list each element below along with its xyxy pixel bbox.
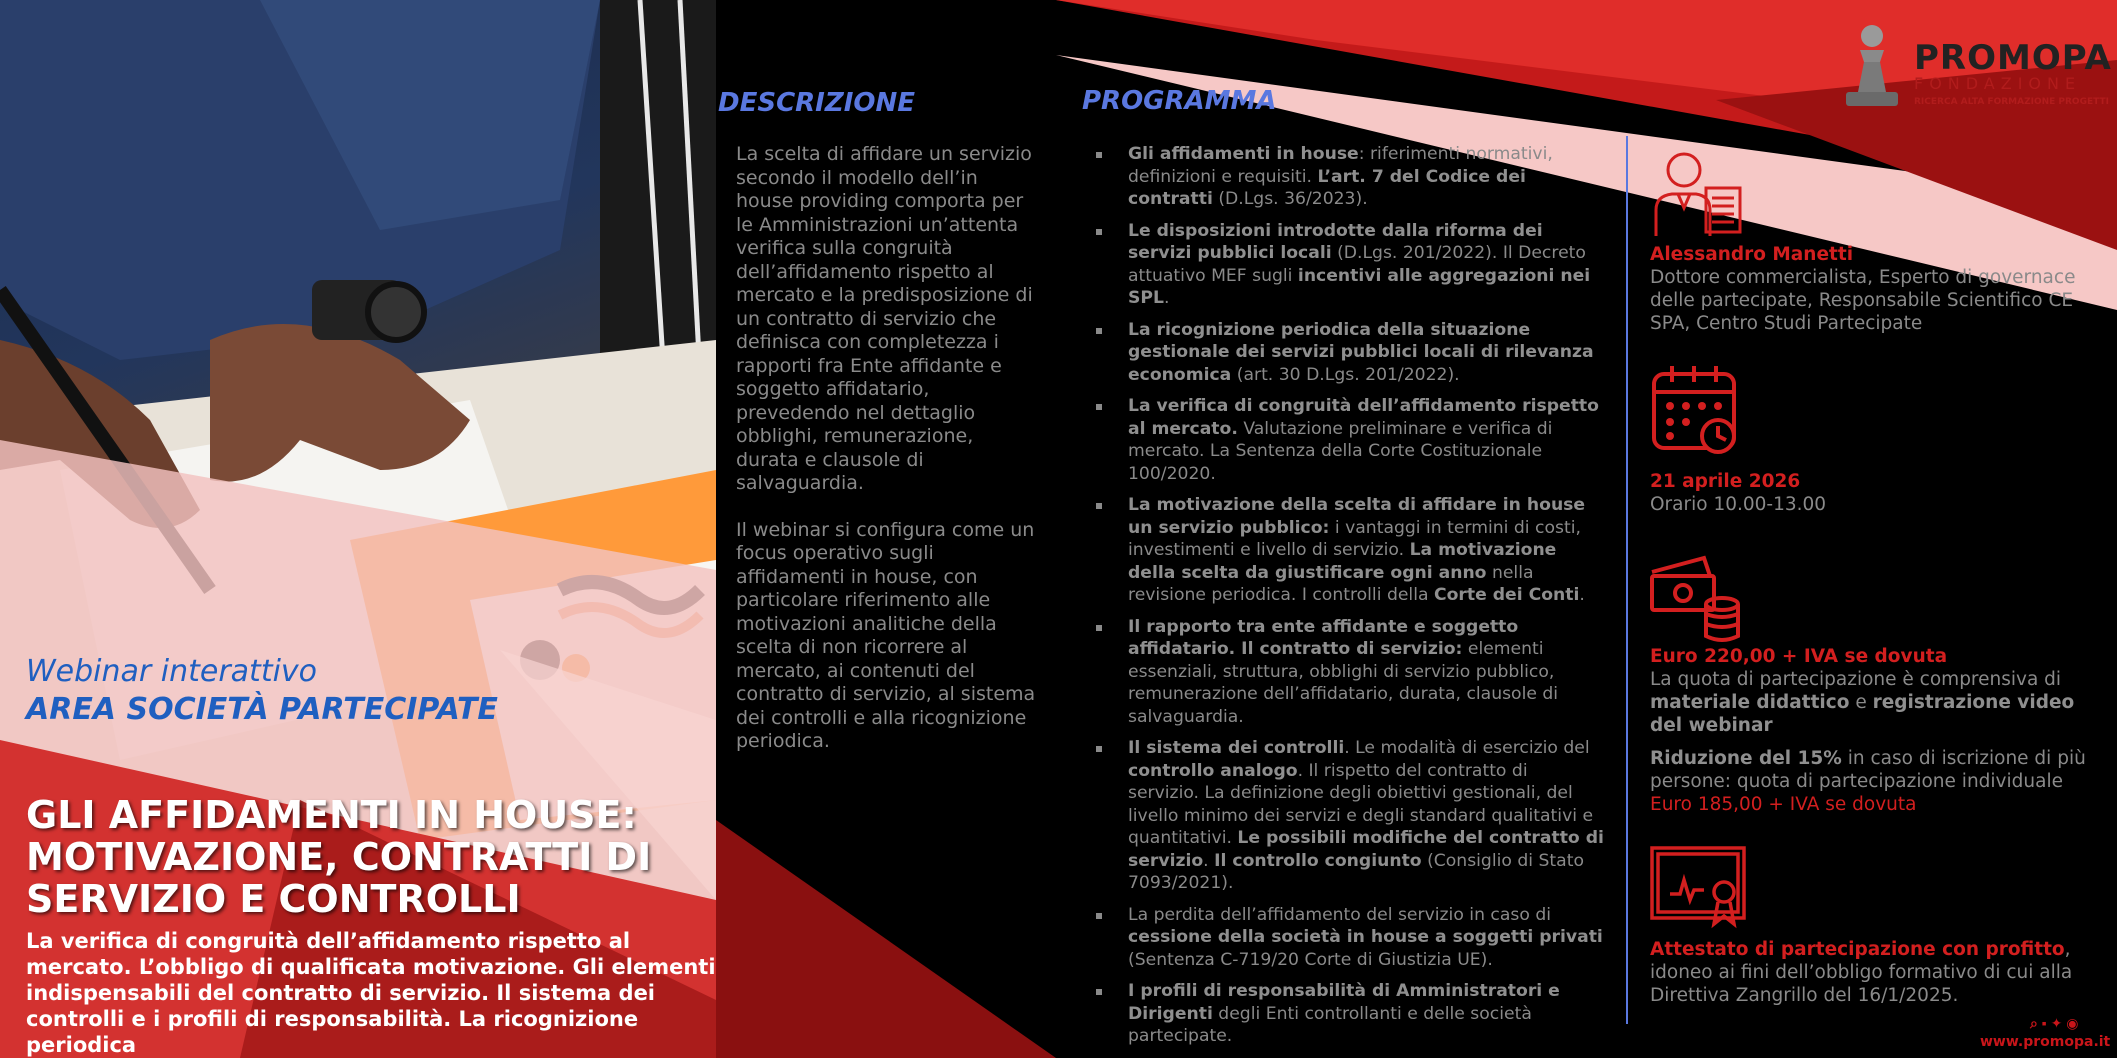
cover-title-line: SERVIZIO E CONTROLLI [26,877,521,921]
certificate-icon [1648,844,1748,934]
programma-item-text: (D.Lgs. 201/2022). Il Decreto attuativo MEF sugli [1128,243,1586,286]
programma-item [1096,143,1604,211]
programma-item-text: i vantaggi in termini di costi, investimenti e livello di servizio. [1128,517,1581,560]
social-icons[interactable]: ⌕ ▪ ✦ ◉ [2030,1015,2079,1031]
programma-item [1096,395,1604,485]
programma-item-text: : riferimenti normativi, definizioni e requisiti. [1128,144,1553,187]
programma-item-bold: Il controllo congiunto [1214,850,1422,871]
discount-note [1650,747,2090,793]
website-url[interactable]: www.promopa.it [1980,1034,2111,1050]
certificate-text: , idoneo ai fini dell’obbligo formativo di cui alla Direttiva Zangrillo del 16/1/2025. [1650,939,2073,1006]
cover-lead: La verifica di congruità dell’affidamento rispetto al mercato. L’obbligo di qualificata motivazione. Gli elementi indispensabili del contratto di servizio. Il sistema dei controlli e i profili di responsabilità. La ricognizione periodica [26,929,716,1057]
programma-item-text: . Il rispetto del contratto di servizio. La definizione degli obiettivi gestionali, del livello minimo dei servizi e degli standard qualitativi e quantitativi. [1128,760,1594,848]
price: Euro 220,00 + IVA se dovuta [1650,646,1948,667]
programma-item [1096,737,1604,895]
speaker-role: Dottore commercialista, Esperto di governace delle partecipate, Responsabile Scientifico CE SPA, Centro Studi Partecipate [1650,267,2076,334]
programma-item [1096,616,1604,729]
price-note-joiner: e [1849,692,1873,713]
programma-item-text: (art. 30 D.Lgs. 201/2022). [1231,364,1460,385]
programma-item-text: Valutazione preliminare e verifica di mercato. La Sentenza della Corte Costituzionale 100/2020. [1128,418,1553,484]
descrizione-paragraph: Il webinar si configura come un focus operativo sugli affidamenti in house, con particolare riferimento alle motivazioni analitiche della scelta di non ricorrere al mercato, ai contenuti del contratto di servizio, al sistema dei controlli e alla ricognizione periodica. [736,518,1036,752]
speaker-block [1650,243,2090,335]
programma-item-bold: La motivazione della scelta da giustificare ogni anno [1128,540,1557,583]
calendar-icon [1648,364,1744,460]
logo-pawn-icon [1836,22,1908,112]
programma-item-text: (Consiglio di Stato 7093/2021). [1128,850,1584,893]
programma-item-text: (D.Lgs. 36/2023). [1212,189,1368,209]
event-date: 21 aprile 2026 [1650,471,1801,492]
certificate-block [1650,938,2090,1007]
programma-item-bold: incentivi alle aggregazioni nei SPL [1128,265,1591,308]
programma-item-text: elementi essenziali, struttura, obblighi di servizio pubblico, remunerazione dell’affidatario, durata, clausole di salvaguardia. [1128,639,1559,727]
programma-item-text: . [1579,585,1585,605]
brand-sub: FONDAZIONE [1914,74,2082,93]
cover-subtitle: Webinar interattivo [26,654,318,689]
price-note-video: registrazione video del webinar [1650,692,2075,736]
descrizione-heading: DESCRIZIONE [718,88,915,118]
programma-item-bold: cessione della società in house a soggetti privati [1128,927,1603,947]
programma-item [1096,494,1604,607]
brand-name: PROMOPA [1914,38,2112,78]
programma-item-text: (Sentenza C-719/20 Corte di Giustizia UE). [1128,949,1493,970]
certificate-label: Attestato di partecipazione con profitto [1650,939,2065,960]
speaker-name: Alessandro Manetti [1650,244,1854,265]
programma-item-text: . Le modalità di esercizio del [1344,738,1590,758]
programma-item [1096,904,1604,972]
date-block [1650,470,2090,516]
programma-item-text: . [1203,850,1215,871]
price-block [1650,645,2090,816]
price-note-text: La quota di partecipazione è comprensiva di [1650,669,2062,690]
descrizione-body [736,143,1036,777]
programma-item [1096,220,1604,310]
descrizione-paragraph: La scelta di affidare un servizio secondo il modello dell’in house providing comporta per le Amministrazioni un’attenta verifica sulla congruità dell’affidamento rispetto al mercato e la predisposizione di un contratto di servizio che definisca con completezza i rapporti fra Ente affidante e soggetto affidatario, prevedendo nel dettaglio obblighi, remunerazione, durata e clausole di salvaguardia. [736,143,1033,494]
programma-item-bold: La ricognizione periodica della situazione gestionale dei servizi pubblici locali di rilevanza economica [1128,319,1594,385]
event-time: Orario 10.00-13.00 [1650,494,1827,515]
programma-item-bold: Le disposizioni introdotte dalla riforma dei servizi pubblici locali [1128,220,1543,263]
programma-heading: PROGRAMMA [1082,86,1277,116]
cover-photo [0,0,716,1058]
price-note-material: materiale didattico [1650,692,1850,713]
programma-item-text: . [1163,288,1170,308]
programma-item-text: La perdita dell’affidamento del servizio in caso di [1128,904,1552,925]
programma-item-text: nella revisione periodica. I controlli della [1128,562,1534,605]
cover-area: AREA SOCIETÀ PARTECIPATE [26,692,498,727]
programma-item-bold: Le possibili modifiche del contratto di servizio [1128,828,1604,871]
brand-tagline: RICERCA ALTA FORMAZIONE PROGETTI [1914,97,2109,107]
programma-list [1096,143,1604,1057]
programma-item [1096,319,1604,387]
programma-item-text: degli Enti controllanti e delle società partecipate. [1128,1003,1532,1046]
column-divider [1626,136,1628,1024]
discount-text: in caso di iscrizione di più persone: quota di partecipazione individuale [1650,748,2086,792]
programma-item-bold: La motivazione della scelta di affidare in house un servizio pubblico: [1128,495,1586,538]
cover-title-line: GLI AFFIDAMENTI IN HOUSE: [26,793,637,837]
programma-item-bold: Il rapporto tra ente affidante e soggetto affidatario. Il contratto di servizio: [1128,616,1519,659]
speaker-icon [1648,144,1744,240]
programma-item-bold: I profili di responsabilità di Amministratori e Dirigenti [1128,981,1560,1024]
cover-title-line: MOTIVAZIONE, CONTRATTI DI [26,835,652,879]
money-icon [1648,548,1744,644]
programma-item-bold: L’art. 7 del Codice dei contratti [1128,166,1526,209]
programma-item [1096,980,1604,1048]
programma-item-bold: Il sistema dei controlli [1128,738,1345,758]
programma-item-bold: Corte dei Conti [1433,585,1580,605]
programma-item-bold: La verifica di congruità dell’affidamento rispetto al mercato. [1128,396,1599,439]
discount-label: Riduzione del 15% [1650,748,1842,769]
cover-title [26,794,716,920]
discount-price: Euro 185,00 + IVA se dovuta [1650,794,1917,815]
programma-item-bold: Gli affidamenti in house [1128,144,1359,164]
programma-item-bold: controllo analogo [1128,760,1298,781]
price-note [1650,668,2090,737]
